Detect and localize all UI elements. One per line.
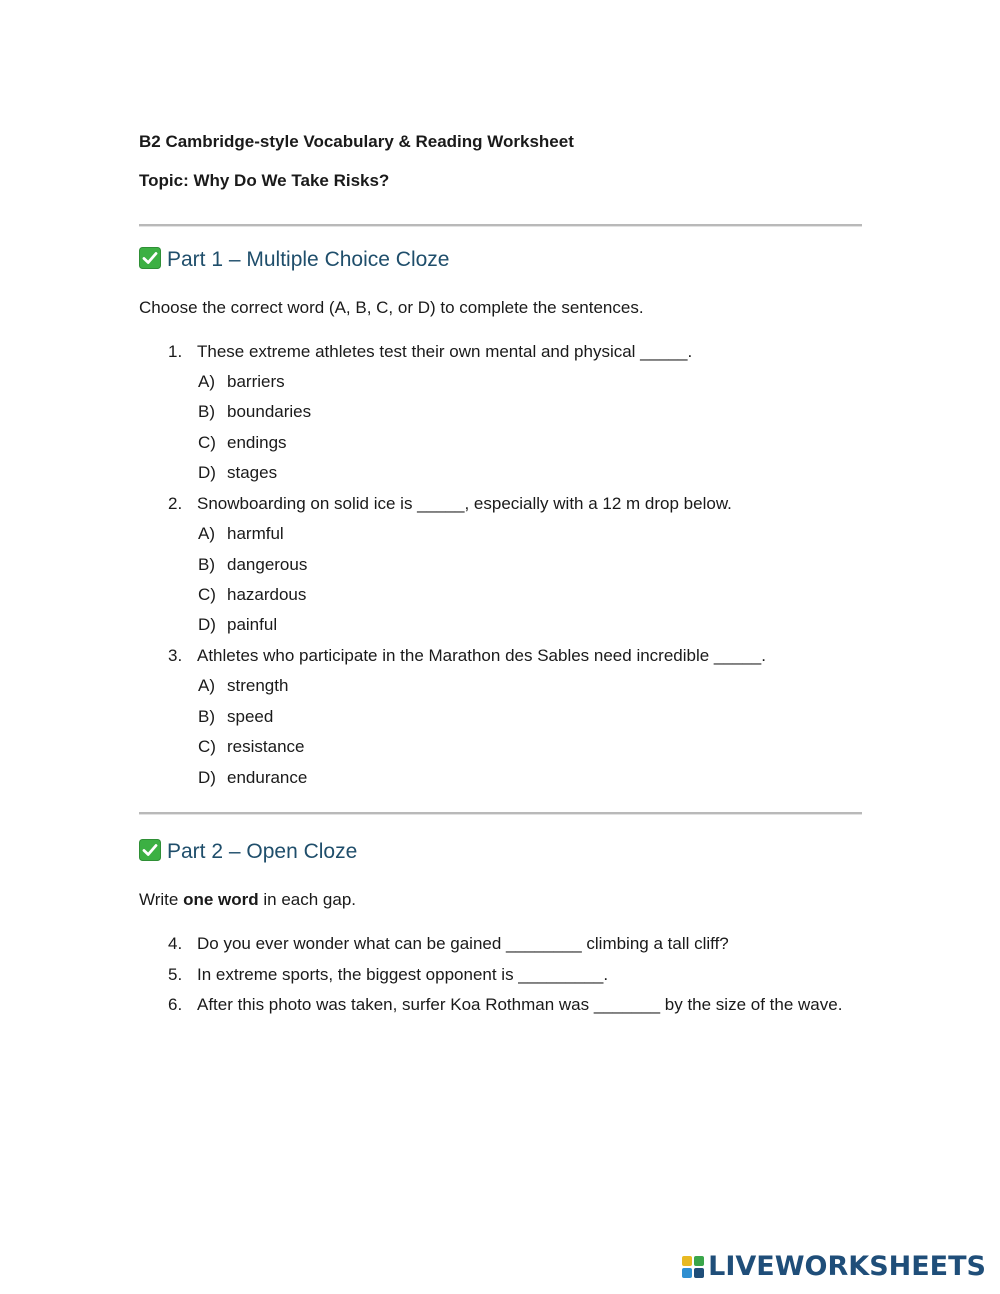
option-letter: C): [198, 737, 216, 756]
option-letter: C): [198, 585, 216, 604]
option-letter: A): [198, 372, 215, 391]
logo-text: LIVEWORKSHEETS: [708, 1251, 986, 1282]
question-5: [168, 961, 862, 988]
question-number: 6.: [168, 995, 183, 1014]
option-letter: B): [198, 555, 215, 574]
option-letter: A): [198, 676, 215, 695]
question-text: Athletes who participate in the Marathon des Sables need incredible _____.: [197, 646, 766, 665]
option-text: strength: [227, 676, 289, 695]
option-text: hazardous: [227, 585, 307, 604]
question-number: 5.: [168, 965, 183, 984]
option-text: painful: [227, 615, 278, 634]
worksheet-topic: Topic: Why Do We Take Risks?: [139, 171, 390, 190]
check-mark-icon: [139, 247, 161, 269]
question-number: 3.: [168, 646, 183, 665]
question-3-option-a[interactable]: [198, 672, 288, 699]
option-text: dangerous: [227, 555, 308, 574]
option-letter: A): [198, 524, 215, 543]
question-number: 1.: [168, 342, 183, 361]
question-text: Snowboarding on solid ice is _____, especially with a 12 m drop below.: [197, 494, 732, 513]
question-text: In extreme sports, the biggest opponent is _________.: [197, 965, 609, 984]
option-text: stages: [227, 463, 278, 482]
section-divider: [139, 812, 862, 815]
option-text: endings: [227, 433, 287, 452]
part-2-title: Part 2 – Open Cloze: [167, 840, 358, 863]
check-mark-icon: [139, 839, 161, 861]
worksheet-page: [139, 0, 862, 1294]
question-4: [168, 930, 862, 957]
question-3-option-d[interactable]: [198, 764, 307, 791]
question-3-option-b[interactable]: [198, 703, 273, 730]
question-text: Do you ever wonder what can be gained ________ climbing a tall cliff?: [197, 934, 729, 953]
part-2-instruction: [139, 890, 356, 910]
question-1-option-b[interactable]: [198, 398, 311, 425]
question-text: These extreme athletes test their own mental and physical _____.: [197, 342, 693, 361]
question-1: [168, 338, 862, 365]
worksheet-title: B2 Cambridge-style Vocabulary & Reading Worksheet: [139, 132, 574, 151]
instruction-text: in each gap.: [258, 890, 356, 909]
instruction-text: Write: [139, 890, 184, 909]
option-letter: D): [198, 768, 216, 787]
part-1-title: Part 1 – Multiple Choice Cloze: [167, 248, 450, 271]
option-text: speed: [227, 707, 274, 726]
question-2-option-a[interactable]: [198, 520, 284, 547]
question-text: After this photo was taken, surfer Koa Rothman was _______ by the size of the wave.: [197, 995, 843, 1014]
question-2-option-d[interactable]: [198, 611, 277, 638]
instruction-emphasis: one word: [183, 890, 259, 909]
question-3: [168, 642, 862, 669]
part-1-heading: [139, 248, 449, 272]
option-letter: B): [198, 402, 215, 421]
question-1-option-c[interactable]: [198, 429, 287, 456]
option-text: barriers: [227, 372, 285, 391]
part-1-instruction: Choose the correct word (A, B, C, or D) to complete the sentences.: [139, 298, 644, 317]
option-text: resistance: [227, 737, 305, 756]
question-1-option-d[interactable]: [198, 459, 277, 486]
option-letter: C): [198, 433, 216, 452]
section-divider: [139, 224, 862, 227]
question-3-option-c[interactable]: [198, 733, 304, 760]
option-text: boundaries: [227, 402, 312, 421]
question-2-option-c[interactable]: [198, 581, 306, 608]
question-6: [168, 991, 862, 1018]
question-number: 4.: [168, 934, 183, 953]
option-letter: B): [198, 707, 215, 726]
question-1-option-a[interactable]: [198, 368, 285, 395]
option-text: harmful: [227, 524, 284, 543]
question-2: [168, 490, 862, 517]
question-2-option-b[interactable]: [198, 551, 307, 578]
option-text: endurance: [227, 768, 308, 787]
question-number: 2.: [168, 494, 183, 513]
part-2-heading: [139, 840, 357, 864]
option-letter: D): [198, 615, 216, 634]
option-letter: D): [198, 463, 216, 482]
liveworksheets-logo[interactable]: [682, 1251, 986, 1282]
logo-mark-icon: [682, 1256, 704, 1278]
